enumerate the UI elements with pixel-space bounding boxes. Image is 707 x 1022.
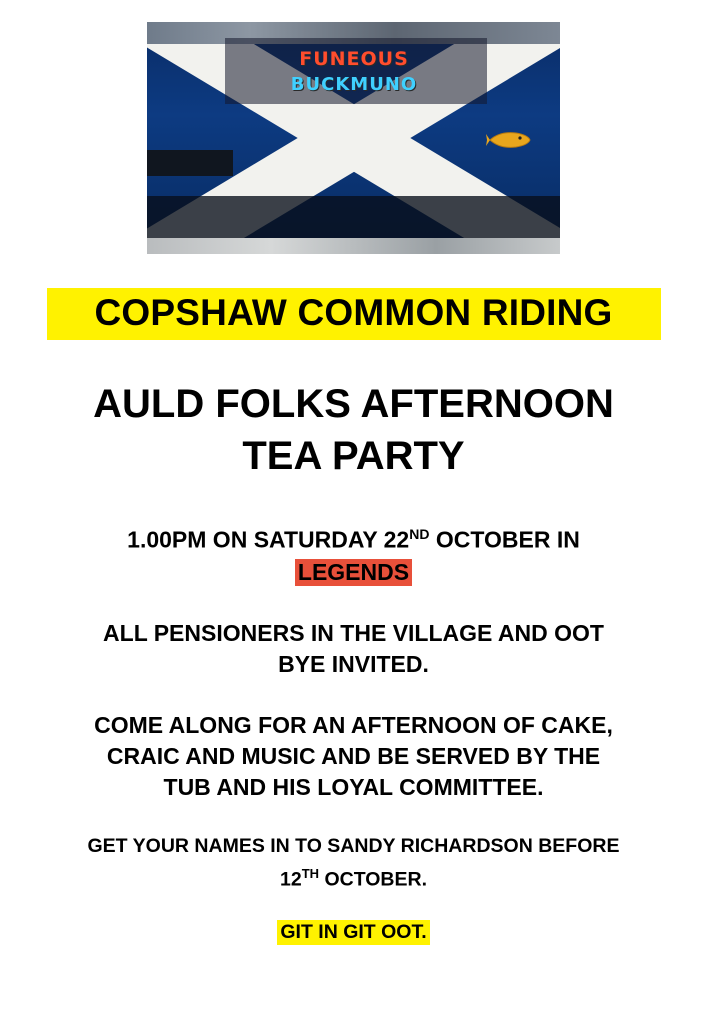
body-line-1: COME ALONG FOR AN AFTERNOON OF CAKE, — [94, 711, 613, 738]
photo-dark-patch — [147, 150, 233, 176]
banner-lettering — [239, 46, 469, 98]
rsvp-deadline-month: OCTOBER. — [319, 868, 428, 891]
event-location-prefix: OCTOBER IN — [429, 526, 580, 553]
event-heading — [47, 288, 661, 340]
saltire-flag-photo — [147, 22, 560, 254]
venue-name: LEGENDS — [295, 559, 412, 586]
event-datetime — [34, 518, 674, 588]
body-line-3: TUB AND HIS LOYAL COMMITTEE. — [163, 773, 544, 800]
rsvp-text — [34, 833, 674, 894]
body-text — [44, 710, 664, 803]
invitation-line-1: ALL PENSIONERS IN THE VILLAGE AND OOT — [103, 619, 604, 646]
event-subtitle-line-2: TEA PARTY — [242, 434, 465, 478]
closing-slogan — [0, 919, 707, 945]
rsvp-ordinal-suffix: TH — [301, 865, 320, 881]
banner-line-1: FUNEOUS — [299, 48, 409, 70]
photo-dark-band — [147, 196, 560, 238]
event-heading-text: COPSHAW COMMON RIDING — [47, 288, 661, 340]
photo-bottom-edge — [147, 238, 560, 254]
event-time-date: 1.00PM ON SATURDAY 22 — [127, 526, 410, 553]
rsvp-line-1: GET YOUR NAMES IN TO SANDY RICHARDSON BEFORE — [87, 834, 620, 857]
banner-line-2: BUCKMUNO — [290, 74, 418, 95]
rsvp-deadline-day: 12 — [279, 868, 302, 891]
invitation-text — [44, 618, 664, 680]
invitation-line-2: BYE INVITED. — [278, 650, 429, 677]
poster-page — [0, 22, 707, 1022]
event-subtitle-line-1: AULD FOLKS AFTERNOON — [93, 382, 614, 426]
body-line-2: CRAIC AND MUSIC AND BE SERVED BY THE — [106, 742, 601, 769]
closing-slogan-text: GIT IN GIT OOT. — [277, 920, 429, 945]
event-subtitle — [44, 378, 664, 482]
date-ordinal-suffix: ND — [409, 526, 430, 542]
fish-icon — [486, 130, 532, 150]
